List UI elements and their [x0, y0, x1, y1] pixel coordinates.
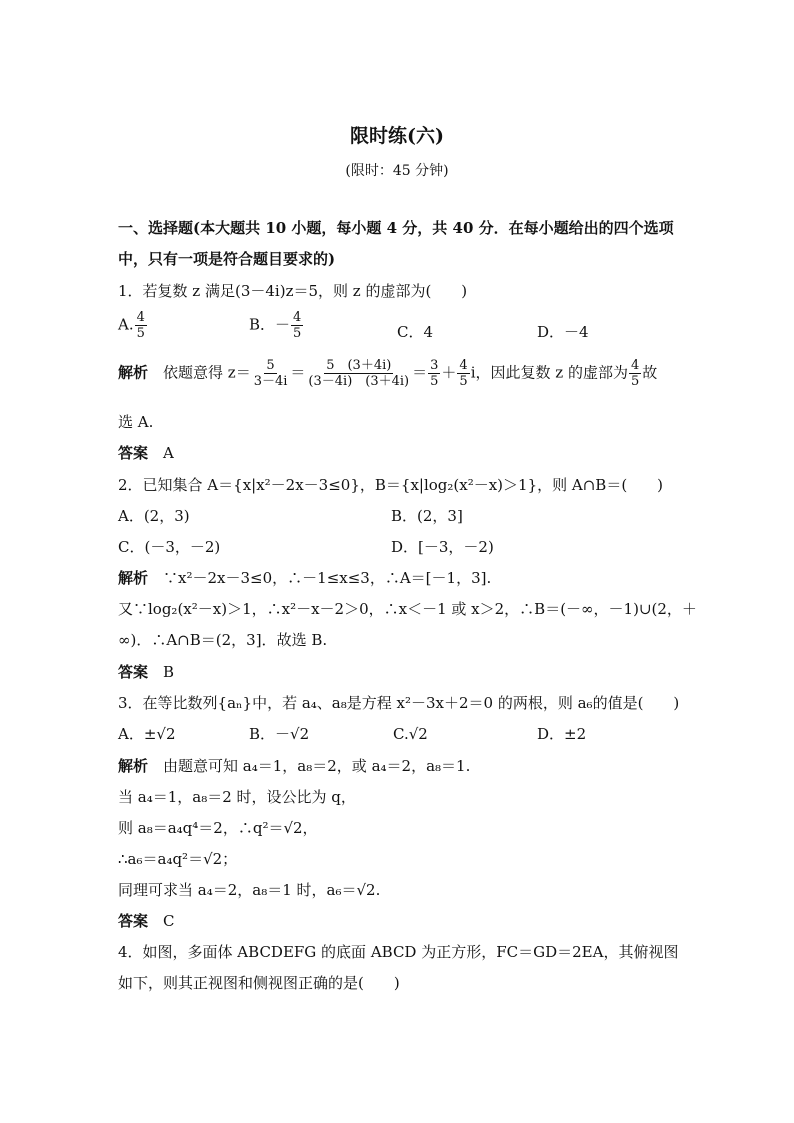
- q2-option-d: D．[－3，－2): [391, 538, 494, 556]
- q1-option-d: D．－4: [537, 323, 589, 341]
- q3-option-c: C.√2: [393, 725, 428, 743]
- section-heading-line1: 一、选择题(本大题共 10 小题，每小题 4 分，共 40 分．在每小题给出的四个选项: [118, 219, 674, 237]
- q2-solution-line3: ∞)．∴A∩B＝(2，3]．故选 B.: [118, 631, 328, 649]
- q2-option-c: C．(－3，－2): [118, 538, 221, 556]
- q3-solution-line4: ∴a₆＝a₄q²＝√2；: [118, 850, 238, 868]
- q2-solution-line2: 又∵log₂(x²－x)＞1，∴x²－x－2＞0，∴x＜－1 或 x＞2，∴B＝(－∞，－1)∪(2，＋: [118, 600, 697, 618]
- q2-option-a: A．(2，3): [118, 507, 190, 525]
- q1-solution-line1: 解析 依题意得 z＝ $\frac{5}{3-4i}$ ＝ $\frac{5 (3+4i)}{(3-4i) (3+4i)}$ ＝ $\frac{3}{5}$ ＋ $\frac{4}{5}$ i，因此复数 z 的虚部为 $\frac{4}{5}$ 故: [118, 358, 658, 389]
- q1-answer: 答案 A: [118, 444, 174, 462]
- q4-stem-line2: 如下，则其正视图和侧视图正确的是( ): [118, 974, 400, 992]
- q1-stem: 1．若复数 z 满足(3－4i)z＝5，则 z 的虚部为( ): [118, 282, 468, 300]
- q2-option-b: B．(2，3]: [391, 507, 463, 525]
- q3-solution-line3: 则 a₈＝a₄q⁴＝2，∴q²＝√2，: [118, 819, 318, 837]
- q3-solution-line1: 解析 由题意可知 a₄＝1，a₈＝2，或 a₄＝2，a₈＝1.: [118, 757, 471, 775]
- q3-solution-line2: 当 a₄＝1，a₈＝2 时，设公比为 q，: [118, 788, 356, 806]
- q4-stem-line1: 4．如图，多面体 ABCDEFG 的底面 ABCD 为正方形，FC＝GD＝2EA，其俯视图: [118, 943, 679, 961]
- q2-solution-line1: 解析 ∵x²－2x－3≤0，∴－1≤x≤3，∴A＝[－1，3].: [118, 569, 492, 587]
- q1-option-b: B．－ $\frac{4}{5}$: [249, 310, 302, 341]
- q2-stem: 2．已知集合 A＝{x|x²－2x－3≤0}，B＝{x|log₂(x²－x)＞1}，则 A∩B＝( ): [118, 476, 664, 494]
- q1-option-a: A. $\frac{4}{5}$: [118, 310, 145, 341]
- q1-option-c: C．4: [397, 323, 434, 341]
- q3-option-b: B．－√2: [249, 725, 310, 743]
- q1-solution-line2: 选 A.: [118, 413, 154, 431]
- section-heading-line2: 中，只有一项是符合题目要求的): [118, 250, 336, 268]
- q2-answer: 答案 B: [118, 663, 175, 681]
- page-subtitle: (限时：45 分钟): [345, 163, 449, 179]
- q3-stem: 3．在等比数列{aₙ}中，若 a₄、a₈是方程 x²－3x＋2＝0 的两根，则 a₆的值是( ): [118, 694, 680, 712]
- page-title: 限时练(六): [350, 125, 444, 147]
- q3-answer: 答案 C: [118, 912, 175, 930]
- q3-option-d: D．±2: [537, 725, 587, 743]
- q3-option-a: A．±√2: [118, 725, 176, 743]
- q3-solution-line5: 同理可求当 a₄＝2，a₈＝1 时，a₆＝√2.: [118, 881, 381, 899]
